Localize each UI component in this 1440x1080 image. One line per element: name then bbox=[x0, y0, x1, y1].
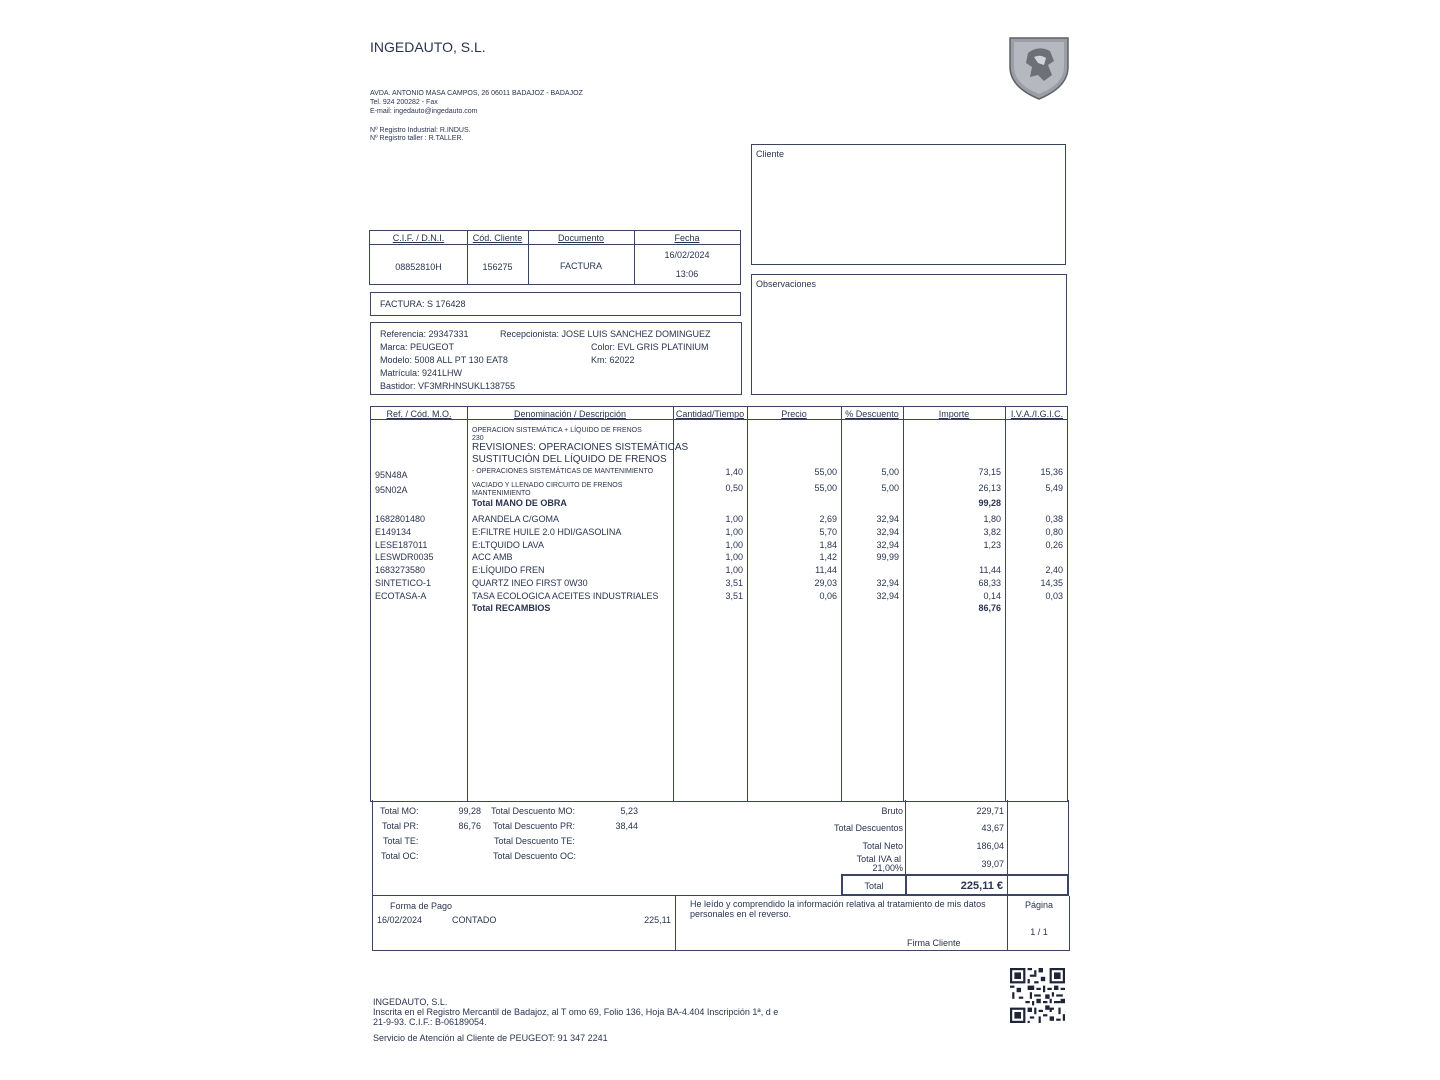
neto-label: Total Neto bbox=[862, 841, 903, 851]
doc-info-table bbox=[369, 230, 741, 285]
signature-label: Firma Cliente bbox=[907, 938, 961, 948]
disc-mo-value: 5,23 bbox=[620, 806, 638, 816]
row-vat: 14,35 bbox=[1040, 578, 1063, 588]
privacy-notice-2: personales en el reverso. bbox=[690, 909, 792, 919]
page-number: 1 / 1 bbox=[1030, 927, 1048, 937]
total-mo-value: 99,28 bbox=[458, 806, 481, 816]
row-desc-2: MANTENIMIENTO bbox=[472, 490, 531, 497]
row-discount: 32,94 bbox=[876, 527, 899, 537]
disc-te-label: Total Descuento TE: bbox=[494, 836, 575, 846]
row-vat: 15,36 bbox=[1040, 467, 1063, 477]
row-amount: 3,82 bbox=[983, 527, 1001, 537]
vehicle-brand: Marca: PEUGEOT bbox=[380, 342, 455, 352]
table-row bbox=[371, 551, 1067, 563]
row-discount: 32,94 bbox=[876, 540, 899, 550]
row-qty: 1,00 bbox=[725, 514, 743, 524]
total-label: Total bbox=[864, 881, 884, 891]
row-discount: 99,99 bbox=[876, 552, 899, 562]
header-date: Fecha bbox=[674, 233, 700, 243]
row-qty: 1,00 bbox=[725, 527, 743, 537]
bruto-value: 229,71 bbox=[976, 806, 1004, 816]
row-desc: E:FILTRE HUILE 2.0 HDI/GASOLINA bbox=[472, 527, 622, 537]
header-client-code: Cód. Cliente bbox=[472, 233, 523, 243]
intro-line: REVISIONES: OPERACIONES SISTEMÁTICAS bbox=[472, 442, 689, 453]
payment-label: Forma de Pago bbox=[390, 901, 453, 911]
parts-total-label: Total RECAMBIOS bbox=[472, 603, 551, 613]
total-te-label: Total TE: bbox=[383, 836, 419, 846]
row-desc: E:LÍQUIDO FREN bbox=[472, 565, 545, 575]
client-code-value: 156275 bbox=[482, 262, 513, 272]
footer-registry-2: 21-9-93. C.I.F.: B-06189054. bbox=[373, 1017, 487, 1027]
privacy-notice: He leído y comprendido la información relativa al tratamiento de mis datos bbox=[690, 899, 986, 909]
table-row bbox=[371, 513, 1067, 525]
row-vat: 0,80 bbox=[1045, 527, 1063, 537]
row-qty: 1,40 bbox=[725, 467, 743, 477]
payment-amount: 225,11 bbox=[644, 915, 671, 925]
company-email: E-mail: ingedauto@ingedauto.com bbox=[370, 108, 478, 115]
company-address: AVDA. ANTONIO MASA CAMPOS, 26 06011 BADAJOZ - BADAJOZ bbox=[370, 90, 583, 97]
parts-total-value: 86,76 bbox=[978, 603, 1001, 613]
total-value: 225,11 € bbox=[960, 880, 1003, 892]
footer-registry: Inscrita en el Registro Mercantil de Badajoz, al T omo 69, Folio 136, Hoja BA-4.404 Inscripción 1ª, d e bbox=[373, 1007, 779, 1017]
vehicle-reference: Referencia: 29347331 bbox=[380, 329, 469, 339]
row-vat: 0,38 bbox=[1045, 514, 1063, 524]
table-row bbox=[371, 577, 1067, 589]
client-label: Cliente bbox=[756, 149, 785, 159]
document-value: FACTURA bbox=[559, 261, 602, 271]
row-ref: 1683273580 bbox=[375, 565, 426, 575]
row-vat: 2,40 bbox=[1045, 565, 1063, 575]
row-discount: 32,94 bbox=[876, 578, 899, 588]
row-desc: ARANDELA C/GOMA bbox=[472, 514, 560, 524]
intro-line: 230 bbox=[472, 435, 484, 442]
table-row bbox=[371, 564, 1067, 576]
table-row bbox=[371, 539, 1067, 551]
row-amount: 11,44 bbox=[979, 565, 1001, 575]
company-phone: Tel. 924 200282 - Fax bbox=[370, 99, 438, 106]
row-qty: 0,50 bbox=[725, 483, 743, 493]
row-discount: 32,94 bbox=[876, 514, 899, 524]
row-amount: 73,15 bbox=[978, 467, 1001, 477]
observations-box bbox=[751, 274, 1067, 395]
table-row bbox=[371, 590, 1067, 602]
row-price: 1,84 bbox=[819, 540, 837, 550]
total-mo-label: Total MO: bbox=[380, 806, 419, 816]
col-price-header: Precio bbox=[781, 409, 807, 419]
row-vat: 5,49 bbox=[1045, 483, 1063, 493]
row-vat: 0,26 bbox=[1045, 540, 1063, 550]
row-ref: 95N48A bbox=[375, 470, 408, 480]
disc-pr-value: 38,44 bbox=[615, 821, 638, 831]
col-vat-header: I.V.A./I.G.I.C. bbox=[1010, 409, 1064, 419]
disc-mo-label: Total Descuento MO: bbox=[491, 806, 576, 816]
company-name: INGEDAUTO, S.L. bbox=[370, 39, 486, 55]
payment-method: CONTADO bbox=[452, 915, 497, 925]
row-price: 2,69 bbox=[819, 514, 837, 524]
row-desc: ACC AMB bbox=[472, 552, 513, 562]
footer-service: Servicio de Atención al Cliente de PEUGEOT: 91 347 2241 bbox=[373, 1033, 608, 1043]
row-ref: 95N02A bbox=[375, 485, 408, 495]
row-desc: VACIADO Y LLENADO CIRCUITO DE FRENOS bbox=[472, 482, 623, 489]
row-qty: 1,00 bbox=[725, 565, 743, 575]
labour-total-value: 99,28 bbox=[978, 498, 1001, 508]
client-box bbox=[751, 144, 1066, 265]
row-ref: LESWDR0035 bbox=[375, 552, 434, 562]
payment-date: 16/02/2024 bbox=[377, 915, 423, 925]
invoice-number: FACTURA: S 176428 bbox=[380, 299, 466, 309]
iva-value: 39,07 bbox=[981, 859, 1004, 869]
observations-label: Observaciones bbox=[756, 279, 817, 289]
row-desc: - OPERACIONES SISTEMÁTICAS DE MANTENIMIENTO bbox=[472, 468, 654, 475]
vehicle-plate: Matrícula: 9241LHW bbox=[380, 368, 463, 378]
col-discount-header: % Descuento bbox=[845, 409, 899, 419]
row-price: 0,06 bbox=[819, 591, 837, 601]
time-value: 13:06 bbox=[675, 269, 699, 279]
cif-value: 08852810H bbox=[395, 262, 442, 272]
row-ref: E149134 bbox=[375, 527, 412, 537]
table-row bbox=[371, 482, 1067, 497]
row-vat: 0,03 bbox=[1045, 591, 1063, 601]
row-discount: 32,94 bbox=[876, 591, 899, 601]
row-qty: 1,00 bbox=[725, 552, 743, 562]
row-ref: SINTETICO-1 bbox=[375, 578, 432, 588]
row-price: 1,42 bbox=[819, 552, 837, 562]
vehicle-box bbox=[370, 322, 742, 395]
table-row bbox=[371, 526, 1067, 538]
intro-line: SUSTITUCIÓN DEL LÍQUIDO DE FRENOS bbox=[472, 454, 667, 465]
labour-total-row bbox=[371, 497, 1067, 509]
payment-box bbox=[372, 896, 1070, 951]
disc-oc-label: Total Descuento OC: bbox=[493, 851, 577, 861]
company-reg-industrial: Nº Registro Industrial: R.INDUS. bbox=[370, 127, 471, 134]
vehicle-model: Modelo: 5008 ALL PT 130 EAT8 bbox=[380, 355, 508, 365]
row-desc: TASA ECOLOGICA ACEITES INDUSTRIALES bbox=[472, 591, 659, 601]
row-ref: ECOTASA-A bbox=[375, 591, 427, 601]
row-price: 5,70 bbox=[819, 527, 837, 537]
row-desc: E:LTQUIDO LAVA bbox=[472, 540, 545, 550]
row-price: 29,03 bbox=[814, 578, 837, 588]
header-document: Documento bbox=[557, 233, 605, 243]
vehicle-vin: Bastidor: VF3MRHNSUKL138755 bbox=[380, 381, 516, 391]
total-discounts-value: 43,67 bbox=[981, 823, 1004, 833]
vehicle-km: Km: 62022 bbox=[591, 355, 635, 365]
col-amount-header: Importe bbox=[938, 409, 970, 419]
total-pr-label: Total PR: bbox=[382, 821, 419, 831]
header-cif: C.I.F. / D.N.I. bbox=[392, 233, 445, 243]
total-discounts-label: Total Descuentos bbox=[833, 823, 903, 833]
items-table bbox=[370, 406, 1068, 802]
row-qty: 3,51 bbox=[725, 578, 743, 588]
col-ref-header: Ref. / Cód. M.O. bbox=[386, 409, 452, 419]
total-box bbox=[841, 874, 1069, 896]
parts-total-row bbox=[371, 602, 1067, 614]
row-amount: 1,80 bbox=[983, 514, 1001, 524]
row-price: 11,44 bbox=[815, 565, 837, 575]
row-qty: 1,00 bbox=[725, 540, 743, 550]
row-amount: 0,14 bbox=[983, 591, 1001, 601]
table-row bbox=[371, 466, 1067, 478]
neto-value: 186,04 bbox=[976, 841, 1004, 851]
page-label: Página bbox=[1024, 900, 1054, 910]
row-price: 55,00 bbox=[814, 467, 837, 477]
iva-rate: 21,00% bbox=[872, 863, 903, 873]
company-reg-taller: Nº Registro taller : R.TALLER. bbox=[370, 135, 464, 142]
col-desc-header: Denominación / Descripción bbox=[513, 409, 627, 419]
row-price: 55,00 bbox=[814, 483, 837, 493]
row-ref: LESE187011 bbox=[375, 540, 428, 550]
date-value: 16/02/2024 bbox=[664, 250, 710, 260]
vehicle-color: Color: EVL GRIS PLATINIUM bbox=[591, 342, 709, 352]
total-pr-value: 86,76 bbox=[458, 821, 481, 831]
disc-pr-label: Total Descuento PR: bbox=[493, 821, 576, 831]
row-amount: 68,33 bbox=[978, 578, 1001, 588]
footer-company: INGEDAUTO, S.L. bbox=[373, 997, 448, 1007]
row-discount: 5,00 bbox=[881, 483, 899, 493]
bruto-label: Bruto bbox=[881, 806, 903, 816]
labour-total-label: Total MANO DE OBRA bbox=[472, 498, 567, 508]
invoice-number-box bbox=[370, 292, 741, 316]
row-qty: 3,51 bbox=[725, 591, 743, 601]
peugeot-logo-icon bbox=[1008, 35, 1070, 101]
row-discount: 5,00 bbox=[881, 467, 899, 477]
row-amount: 1,23 bbox=[983, 540, 1001, 550]
row-desc: QUARTZ INEO FIRST 0W30 bbox=[472, 578, 588, 588]
intro-line: OPERACION SISTEMÁTICA + LÍQUIDO DE FRENOS bbox=[472, 427, 642, 434]
row-amount: 26,13 bbox=[978, 483, 1001, 493]
col-qty-header: Cantidad/Tiempo bbox=[675, 409, 745, 419]
vehicle-receptionist: Recepcionista: JOSE LUIS SANCHEZ DOMINGUEZ bbox=[500, 329, 711, 339]
qr-code-icon bbox=[1010, 968, 1065, 1023]
row-ref: 1682801480 bbox=[375, 514, 426, 524]
iva-label: Total IVA al bbox=[856, 854, 901, 864]
total-oc-label: Total OC: bbox=[381, 851, 419, 861]
